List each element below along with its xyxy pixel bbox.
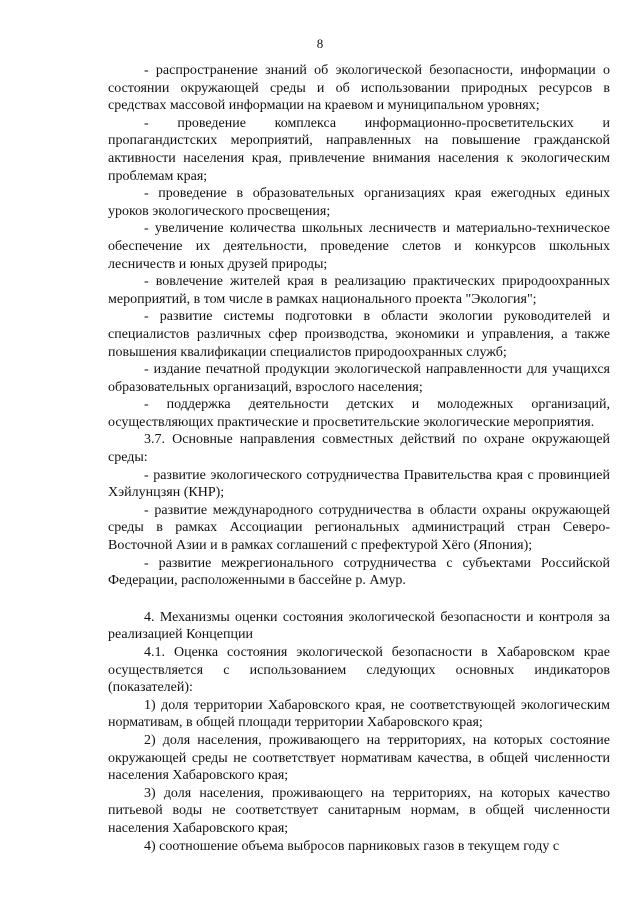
paragraph: - распространение знаний об экологической безопасности, информации о состоянии окружающей среды и об использовании природных ресурсов в средствах массовой информации на краевом и муниципальном уровнях; [108,63,610,114]
paragraph: - развитие международного сотрудничества в области охраны окружающей среды в рамках Ассоциации региональных администраций стран Северо-Восточной Азии и в рамках соглашений с префектурой Хёго (Япония); [108,502,610,554]
paragraph: - развитие экологического сотрудничества Правительства края с провинцией Хэйлунцзян (КНР); [108,467,610,501]
paragraph: - проведение в образовательных организациях края ежегодных единых уроков экологического просвещения; [108,186,610,219]
paragraph: - увеличение количества школьных лесничеств и материально-техническое обеспечение их деятельности, проведение слетов и конкурсов школьных лесничеств и юных друзей природы; [108,221,610,272]
paragraph: 1) доля территории Хабаровского края, не соответствующей экологическим нормативам, в общей площади территории Хабаровского края; [108,697,610,731]
paragraph: - издание печатной продукции экологической направленности для учащихся образовательных организаций, взрослого населения; [108,362,610,395]
paragraph: 3.7. Основные направления совместных действий по охране окружающей среды: [108,432,610,466]
page-number: 8 [316,36,324,51]
paragraph: - проведение комплекса информационно-просветительских и пропагандистских мероприятий, направленных на повышение гражданской активности населения края, привлечение внимания населения к экологическим проблемам края; [108,115,610,184]
paragraph: - развитие межрегионального сотрудничества с субъектами Российской Федерации, расположенными в бассейне р. Амур. [108,555,610,589]
paragraph: 2) доля населения, проживающего на территориях, на которых состояние окружающей среды не соответствует нормативам качества, в общей численности населения Хабаровского края; [108,732,610,784]
paragraph: 4.1. Оценка состояния экологической безопасности в Хабаровском крае осуществляется с использованием следующих основных индикаторов (показателей): [108,645,610,696]
paragraph: - развитие системы подготовки в области экологии руководителей и специалистов различных сфер производства, экономики и управления, а также повышения квалификации специалистов природоохранных служб; [108,309,610,360]
paragraph: 4) соотношение объема выбросов парниковых газов в текущем году с [144,838,560,854]
section-heading: 4. Механизмы оценки состояния экологической безопасности и контроля за реализацией Концепции [108,609,610,643]
paragraph: - поддержка деятельности детских и молодежных организаций, осуществляющих практические и просветительские экологические мероприятия. [108,397,610,430]
body-text [108,62,610,855]
paragraph: - вовлечение жителей края в реализацию практических природоохранных мероприятий, в том числе в рамках национального проекта "Экология"; [108,274,610,307]
paragraph: 3) доля населения, проживающего на территориях, на которых качество питьевой воды не соответствует санитарным нормам, в общей численности населения Хабаровского края; [108,785,610,836]
